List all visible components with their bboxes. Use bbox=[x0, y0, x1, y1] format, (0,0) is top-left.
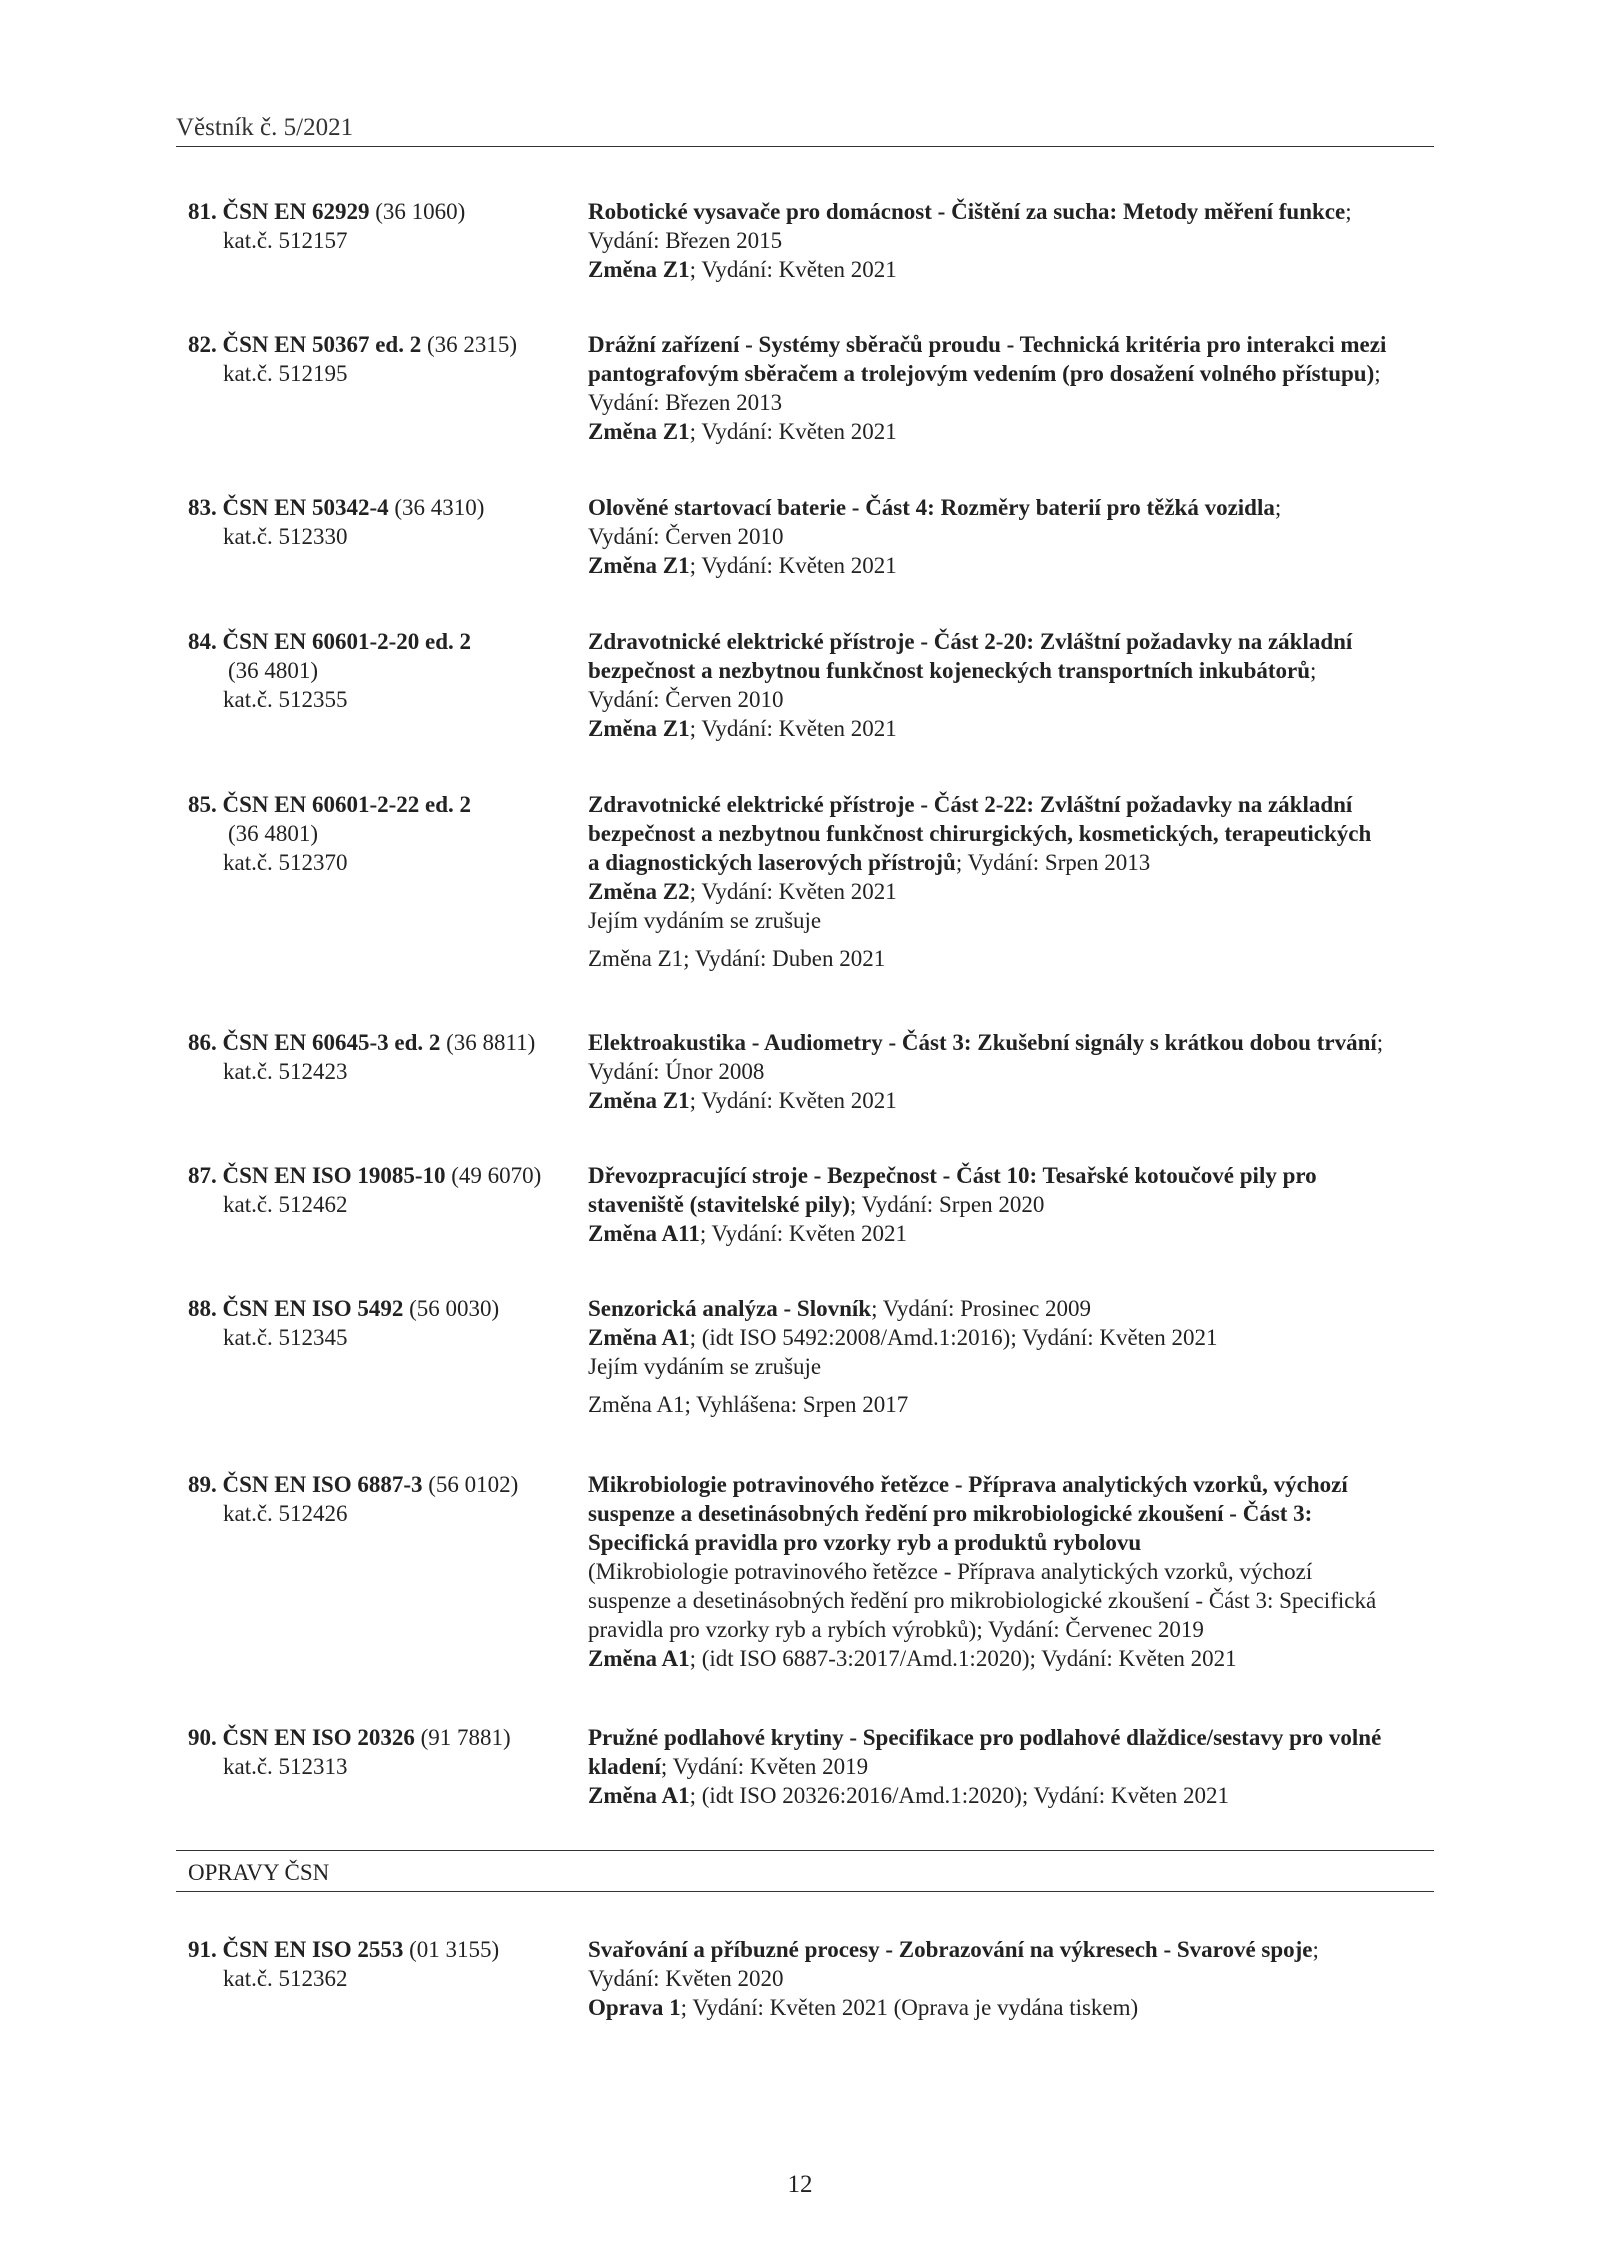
standard-title: Senzorická analýza - Slovník bbox=[588, 1296, 872, 1321]
standard-details: Robotické vysavače pro domácnost - Čištění za sucha: Metody měření funkce; Vydání: Březen 2015 Změna Z1; Vydání: Květen 2021 bbox=[588, 197, 1438, 284]
issue-date: Vydání: Červen 2010 bbox=[588, 687, 784, 712]
classification-code: (56 0030) bbox=[409, 1296, 500, 1321]
standard-code: ČSN EN ISO 20326 bbox=[222, 1725, 415, 1750]
amendment: Změna Z2; Vydání: Květen 2021 bbox=[588, 879, 897, 904]
classification-code: (36 8811) bbox=[446, 1030, 536, 1055]
withdrawal-note: Jejím vydáním se zrušuje bbox=[588, 908, 822, 933]
entry-number: 86. bbox=[188, 1030, 217, 1055]
catalog-number: kat.č. 512330 bbox=[223, 524, 348, 549]
entry-number: 85. bbox=[188, 792, 217, 817]
classification-code: (01 3155) bbox=[409, 1937, 500, 1962]
standard-title-line: Zdravotnické elektrické přístroje - Část 2-22: Zvláštní požadavky na základní bbox=[588, 792, 1353, 817]
amendment: Změna Z1; Vydání: Květen 2021 bbox=[588, 553, 897, 578]
standard-id-block bbox=[188, 1161, 588, 1219]
standard-title-line: bezpečnost a nezbytnou funkčnost chirurgických, kosmetických, terapeutických bbox=[588, 821, 1372, 846]
entry-number: 90. bbox=[188, 1725, 217, 1750]
standard-title-line: Mikrobiologie potravinového řetězce - Příprava analytických vzorků, výchozí bbox=[588, 1472, 1348, 1497]
standard-details: Drážní zařízení - Systémy sběračů proudu - Technická kritéria pro interakci mezi pantografovým sběračem a trolejovým vedením (pro dosažení volného přístupu); Vydání: Březen 2013 Změna Z1; Vydání: Květen 2021 bbox=[588, 330, 1438, 446]
entry-number: 84. bbox=[188, 629, 217, 654]
standard-code: ČSN EN 50342-4 bbox=[222, 495, 389, 520]
standard-title-line: suspenze a desetinásobných ředění pro mikrobiologické zkoušení - Část 3: bbox=[588, 1501, 1313, 1526]
standard-code: ČSN EN 50367 ed. 2 bbox=[222, 332, 422, 357]
classification-code: (36 2315) bbox=[426, 332, 518, 357]
standard-id-block bbox=[188, 493, 588, 551]
standard-id-block bbox=[188, 197, 588, 255]
classification-code: (49 6070) bbox=[451, 1163, 542, 1188]
standard-details: Zdravotnické elektrické přístroje - Část 2-22: Zvláštní požadavky na základní bezpečnost a nezbytnou funkčnost chirurgických, kosmetických, terapeutických a diagnostických laserových přístrojů; Vydání: Srpen 2013 Změna Z2; Vydání: Květen 2021 Jejím vydáním se zrušuje Změna Z1; Vydání: Duben 2021 bbox=[588, 790, 1438, 973]
amendment: Změna A1; (idt ISO 20326:2016/Amd.1:2020); Vydání: Květen 2021 bbox=[588, 1783, 1230, 1808]
page-header-title: Věstník č. 5/2021 bbox=[176, 114, 354, 141]
entry-number: 89. bbox=[188, 1472, 217, 1497]
standard-title: Robotické vysavače pro domácnost - Čištění za sucha: Metody měření funkce bbox=[588, 199, 1346, 224]
withdrawn-document: Změna A1; Vyhlášena: Srpen 2017 bbox=[588, 1392, 909, 1417]
catalog-number: kat.č. 512370 bbox=[223, 850, 348, 875]
standard-title-line: staveniště (stavitelské pily) bbox=[588, 1192, 850, 1217]
amendment: Změna A11; Vydání: Květen 2021 bbox=[588, 1221, 908, 1246]
standard-id-block bbox=[188, 330, 588, 388]
standard-code: ČSN EN 60601-2-22 ed. 2 bbox=[222, 792, 472, 817]
standard-details: Zdravotnické elektrické přístroje - Část 2-20: Zvláštní požadavky na základní bezpečnost a nezbytnou funkčnost kojeneckých transportních inkubátorů; Vydání: Červen 2010 Změna Z1; Vydání: Květen 2021 bbox=[588, 627, 1438, 743]
page-number: 12 bbox=[787, 2171, 813, 2198]
amendment: Změna Z1; Vydání: Květen 2021 bbox=[588, 1088, 897, 1113]
amendment: Změna Z1; Vydání: Květen 2021 bbox=[588, 419, 897, 444]
catalog-number: kat.č. 512195 bbox=[223, 361, 348, 386]
issue-date: Vydání: Březen 2013 bbox=[588, 390, 783, 415]
classification-code: (36 4310) bbox=[394, 495, 485, 520]
amendment: Změna A1; (idt ISO 6887-3:2017/Amd.1:2020); Vydání: Květen 2021 bbox=[588, 1646, 1237, 1671]
standard-id-block bbox=[188, 1723, 588, 1781]
alternate-title-line: pravidla pro vzorky ryb a rybích výrobků); Vydání: Červenec 2019 bbox=[588, 1617, 1204, 1642]
standard-details: Senzorická analýza - Slovník; Vydání: Prosinec 2009 Změna A1; (idt ISO 5492:2008/Amd.1:2016); Vydání: Květen 2021 Jejím vydáním se zrušuje Změna A1; Vyhlášena: Srpen 2017 bbox=[588, 1294, 1438, 1419]
catalog-number: kat.č. 512313 bbox=[223, 1754, 348, 1779]
amendment: Změna Z1; Vydání: Květen 2021 bbox=[588, 257, 897, 282]
standard-id-block bbox=[188, 1028, 588, 1086]
catalog-number: kat.č. 512345 bbox=[223, 1325, 348, 1350]
catalog-number: kat.č. 512462 bbox=[223, 1192, 348, 1217]
amendment: Změna A1; (idt ISO 5492:2008/Amd.1:2016); Vydání: Květen 2021 bbox=[588, 1325, 1218, 1350]
catalog-number: kat.č. 512423 bbox=[223, 1059, 348, 1084]
standard-code: ČSN EN ISO 2553 bbox=[222, 1937, 404, 1962]
standard-details: Pružné podlahové krytiny - Specifikace pro podlahové dlaždice/sestavy pro volné kladení; Vydání: Květen 2019 Změna A1; (idt ISO 20326:2016/Amd.1:2020); Vydání: Květen 2021 bbox=[588, 1723, 1438, 1810]
issue-date: Vydání: Březen 2015 bbox=[588, 228, 783, 253]
standard-title-line: Specifická pravidla pro vzorky ryb a produktů rybolovu bbox=[588, 1530, 1142, 1555]
classification-code: (36 4801) bbox=[228, 658, 319, 683]
standard-title-line: Zdravotnické elektrické přístroje - Část 2-20: Zvláštní požadavky na základní bbox=[588, 629, 1353, 654]
amendment: Změna Z1; Vydání: Květen 2021 bbox=[588, 716, 897, 741]
withdrawn-document: Změna Z1; Vydání: Duben 2021 bbox=[588, 946, 886, 971]
classification-code: (91 7881) bbox=[420, 1725, 511, 1750]
issue-date: Vydání: Květen 2020 bbox=[588, 1966, 784, 1991]
standard-code: ČSN EN ISO 5492 bbox=[222, 1296, 404, 1321]
catalog-number: kat.č. 512362 bbox=[223, 1966, 348, 1991]
standard-details: Dřevozpracující stroje - Bezpečnost - Část 10: Tesařské kotoučové pily pro staveniště (stavitelské pily); Vydání: Srpen 2020 Změna A11; Vydání: Květen 2021 bbox=[588, 1161, 1438, 1248]
standard-code: ČSN EN ISO 6887-3 bbox=[222, 1472, 423, 1497]
standard-code: ČSN EN 60601-2-20 ed. 2 bbox=[222, 629, 472, 654]
standard-title: Olověné startovací baterie - Část 4: Rozměry baterií pro těžká vozidla bbox=[588, 495, 1275, 520]
standard-details: Svařování a příbuzné procesy - Zobrazování na výkresech - Svarové spoje; Vydání: Květen 2020 Oprava 1; Vydání: Květen 2021 (Oprava je vydána tiskem) bbox=[588, 1935, 1438, 2022]
standard-title-line: bezpečnost a nezbytnou funkčnost kojeneckých transportních inkubátorů bbox=[588, 658, 1311, 683]
standard-details: Olověné startovací baterie - Část 4: Rozměry baterií pro těžká vozidla; Vydání: Červen 2010 Změna Z1; Vydání: Květen 2021 bbox=[588, 493, 1438, 580]
standard-title: Elektroakustika - Audiometry - Část 3: Zkušební signály s krátkou dobou trvání bbox=[588, 1030, 1377, 1055]
standard-title-line: Pružné podlahové krytiny - Specifikace pro podlahové dlaždice/sestavy pro volné bbox=[588, 1725, 1382, 1750]
entry-number: 87. bbox=[188, 1163, 217, 1188]
classification-code: (36 4801) bbox=[228, 821, 319, 846]
entry-number: 88. bbox=[188, 1296, 217, 1321]
entry-number: 91. bbox=[188, 1937, 217, 1962]
standard-details bbox=[588, 1470, 1438, 1673]
entry-number: 83. bbox=[188, 495, 217, 520]
issue-date: Vydání: Červen 2010 bbox=[588, 524, 784, 549]
alternate-title-line: (Mikrobiologie potravinového řetězce - Příprava analytických vzorků, výchozí bbox=[588, 1559, 1313, 1584]
entry-number: 82. bbox=[188, 332, 217, 357]
standard-id-block bbox=[188, 1294, 588, 1352]
classification-code: (36 1060) bbox=[375, 199, 466, 224]
standard-id-block bbox=[188, 1470, 588, 1528]
classification-code: (56 0102) bbox=[428, 1472, 519, 1497]
standard-id-block bbox=[188, 790, 588, 877]
catalog-number: kat.č. 512355 bbox=[223, 687, 348, 712]
standard-code: ČSN EN 60645-3 ed. 2 bbox=[222, 1030, 441, 1055]
standard-title-line: a diagnostických laserových přístrojů bbox=[588, 850, 956, 875]
standard-id-block bbox=[188, 627, 588, 714]
section-heading bbox=[176, 1850, 1434, 1892]
catalog-number: kat.č. 512157 bbox=[223, 228, 348, 253]
page-header bbox=[176, 110, 1434, 147]
standard-code: ČSN EN ISO 19085-10 bbox=[222, 1163, 446, 1188]
standard-title-line: Dřevozpracující stroje - Bezpečnost - Část 10: Tesařské kotoučové pily pro bbox=[588, 1163, 1317, 1188]
standard-title-line: pantografovým sběračem a trolejovým vedením (pro dosažení volného přístupu) bbox=[588, 361, 1375, 386]
alternate-title-line: suspenze a desetinásobných ředění pro mikrobiologické zkoušení - Část 3: Specifická bbox=[588, 1588, 1377, 1613]
standard-title-line: Drážní zařízení - Systémy sběračů proudu - Technická kritéria pro interakci mezi bbox=[588, 332, 1387, 357]
standard-details: Elektroakustika - Audiometry - Část 3: Zkušební signály s krátkou dobou trvání; Vydání: Únor 2008 Změna Z1; Vydání: Květen 2021 bbox=[588, 1028, 1438, 1115]
section-heading-title: OPRAVY ČSN bbox=[188, 1860, 330, 1885]
issue-date: Vydání: Únor 2008 bbox=[588, 1059, 765, 1084]
standard-id-block bbox=[188, 1935, 588, 1993]
entry-number: 81. bbox=[188, 199, 217, 224]
catalog-number: kat.č. 512426 bbox=[223, 1501, 348, 1526]
standard-code: ČSN EN 62929 bbox=[222, 199, 370, 224]
correction: Oprava 1; Vydání: Květen 2021 (Oprava je vydána tiskem) bbox=[588, 1995, 1139, 2020]
withdrawal-note: Jejím vydáním se zrušuje bbox=[588, 1354, 822, 1379]
standard-title: Svařování a příbuzné procesy - Zobrazování na výkresech - Svarové spoje bbox=[588, 1937, 1313, 1962]
standard-title-line: kladení bbox=[588, 1754, 661, 1779]
